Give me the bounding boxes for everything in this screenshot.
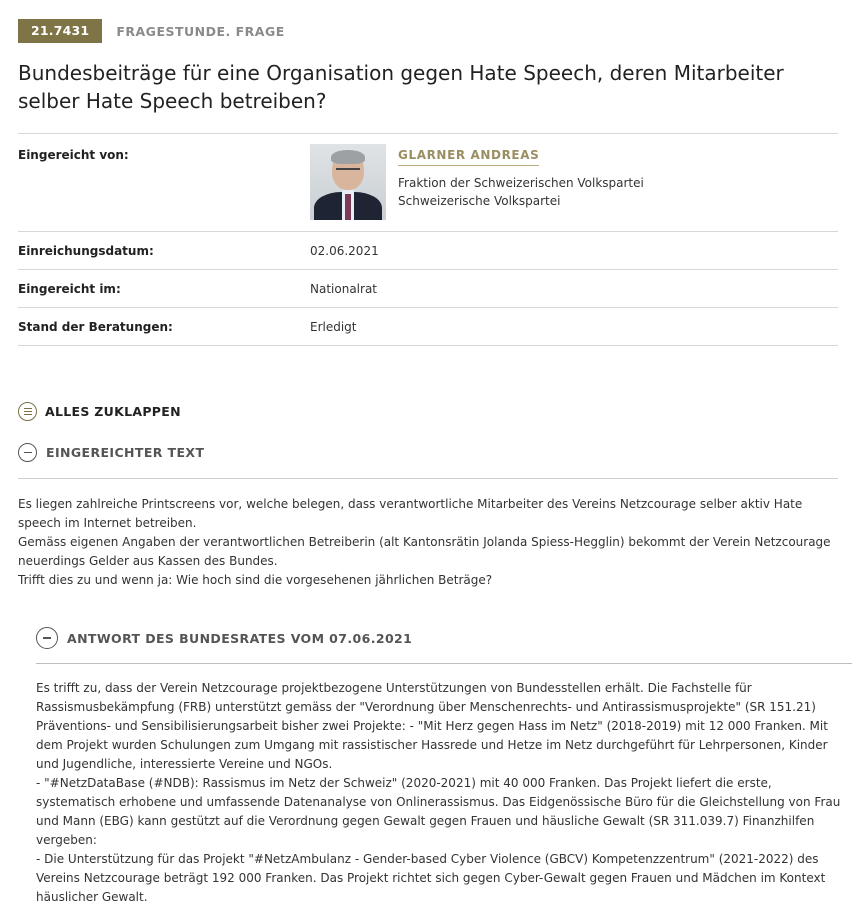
minus-circle-icon	[36, 627, 58, 649]
answer-body	[36, 679, 852, 907]
submission-date-label: Einreichungsdatum:	[18, 243, 154, 258]
status-value: Erledigt	[310, 319, 357, 334]
submission-date-value: 02.06.2021	[310, 243, 379, 258]
answer-paragraph: Es trifft zu, dass der Verein Netzcourage projektbezogene Unterstützungen von Bundesstellen erhält. Die Fachstelle für Rassismusbekämpfung (FRB) unterstützt gemäss der "Verordnung über Menschenrechts- und Antirassismusprojekte" (SR 151.21) Präventions- und Sensibilisierungsarbeit bisher zwei Projekte: - "Mit Herz gegen Hass im Netz" (2018-2019) mit 12 000 Franken. Mit dem Projekt wurden Schulungen zum Umgang mit rassistischer Hassrede und Hetze im Netz durchgeführt für Lehrpersonen, Kinder und Jugendliche, interessierte Vereine und NGOs.	[36, 681, 828, 771]
status-row	[18, 307, 838, 346]
submitted-text-body	[18, 495, 838, 590]
author-faction: Fraktion der Schweizerischen Volkspartei	[398, 176, 644, 190]
submitted-by-row	[18, 133, 838, 231]
minus-circle-icon	[18, 443, 37, 462]
answer-paragraph: - "#NetzDataBase (#NDB): Rassismus im Netz der Schweiz" (2020-2021) mit 40 000 Franken. Das Projekt liefert die erste, systematisch erhobene und umfassende Datenanalyse von Onlinerassismus. Das Eidgenössische Büro für die Gleichstellung von Frau und Mann (EBG) kann gestützt auf die Verordnung gegen Gewalt gegen Frauen und häusliche Gewalt (SR 311.039.7) Finanzhilfen vergeben:	[36, 776, 841, 847]
council-label: Eingereicht im:	[18, 281, 121, 296]
author-photo[interactable]	[310, 144, 386, 220]
author-block	[310, 146, 838, 231]
submission-date-row	[18, 231, 838, 269]
page-title: Bundesbeiträge für eine Organisation gegen Hate Speech, deren Mitarbeiter selber Hate Speech betreiben?	[18, 61, 784, 113]
status-label: Stand der Beratungen:	[18, 319, 173, 334]
answer-toggle[interactable]	[36, 627, 412, 649]
answer-paragraph: - Die Unterstützung für das Projekt "#NetzAmbulanz - Gender-based Cyber Violence (GBCV) Kompetenzzentrum" (2021-2022) des Vereins Netzcourage beträgt 192 000 Franken. Das Projekt richtet sich gegen Cyber-Gewalt gegen Frauen und Mädchen im Kontext häuslicher Gewalt.	[36, 852, 826, 904]
submitted-text-paragraph: Trifft dies zu und wenn ja: Wie hoch sind die vorgesehenen jährlichen Beträge?	[18, 573, 493, 587]
author-party: Schweizerische Volkspartei	[398, 194, 561, 208]
collapse-all-label: ALLES ZUKLAPPEN	[45, 404, 181, 419]
submitted-by-label: Eingereicht von:	[18, 148, 129, 162]
submitted-text-toggle[interactable]	[18, 443, 204, 462]
details-table	[18, 133, 838, 346]
list-icon	[18, 402, 37, 421]
council-row	[18, 269, 838, 307]
section-divider	[36, 663, 852, 664]
answer-heading: ANTWORT DES BUNDESRATES VOM 07.06.2021	[67, 630, 413, 646]
council-value: Nationalrat	[310, 281, 377, 296]
section-divider	[18, 478, 838, 479]
collapse-all-button[interactable]	[18, 402, 181, 421]
author-name-link[interactable]: GLARNER ANDREAS	[398, 147, 539, 166]
submitted-text-paragraph: Gemäss eigenen Angaben der verantwortlichen Betreiberin (alt Kantonsrätin Jolanda Spiess-Hegglin) bekommt der Verein Netzcourage neuerdings Gelder aus Kassen des Bundes.	[18, 535, 831, 568]
business-type: FRAGESTUNDE. FRAGE	[116, 23, 285, 39]
submitted-text-heading: EINGEREICHTER TEXT	[46, 445, 205, 460]
submitted-text-paragraph: Es liegen zahlreiche Printscreens vor, welche belegen, dass verantwortliche Mitarbeiter des Vereins Netzcourage selber aktiv Hate speech im Internet betreiben.	[18, 497, 803, 530]
business-header	[18, 19, 285, 43]
business-number-badge: 21.7431	[18, 19, 102, 43]
